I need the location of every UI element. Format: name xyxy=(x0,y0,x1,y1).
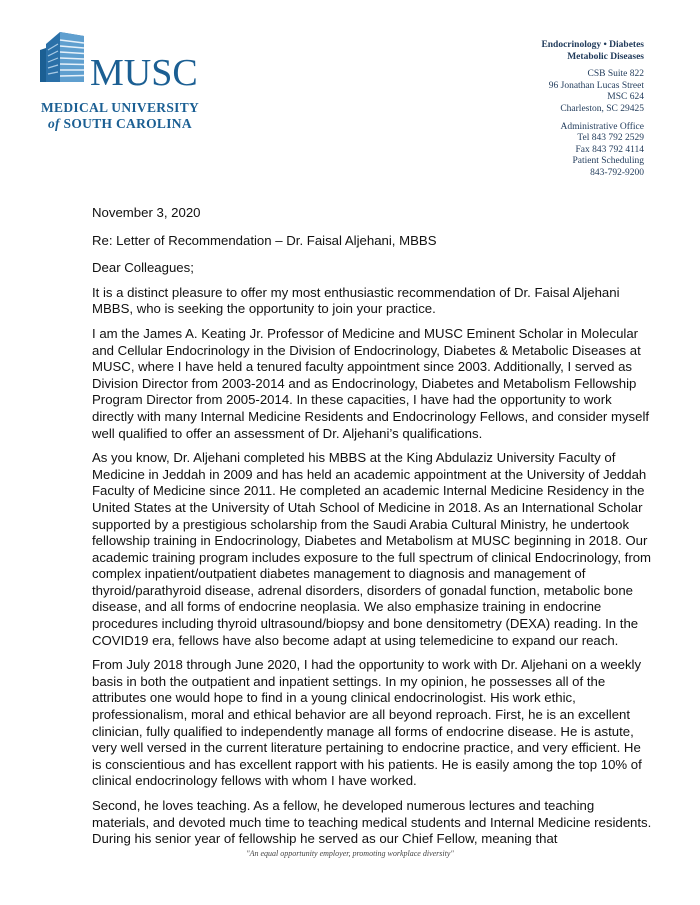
logo-university-name: MEDICAL UNIVERSITY xyxy=(41,100,200,115)
address-block xyxy=(541,69,644,115)
address-line: 96 Jonathan Lucas Street xyxy=(548,80,644,91)
letter-date: November 3, 2020 xyxy=(92,205,201,220)
contact-line: 843-792-9200 xyxy=(590,167,644,178)
letterhead-address xyxy=(541,40,644,180)
contact-line: Administrative Office xyxy=(560,121,644,132)
letter-paragraph: As you know, Dr. Aljehani completed his MBBS at the King Abdulaziz University Faculty of Medicine in Jeddah in 2009 and has held an academic appointment at the University of Jeddah Faculty of Medicine since 2011. He completed an academic Internal Medicine Residency in the United States at the University of Utah School of Medicine in 2018. As an International Scholar supported by a prestigious scholarship from the Saudi Arabia Cultural Ministry, he undertook fellowship training in Endocrinology, Diabetes and Metabolism at MUSC beginning in 2018. Our academic training program includes exposure to the full spectrum of clinical Endocrinology, from complex inpatient/outpatient diabetes management to diagnosis and management of thyroid/parathyroid disease, adrenal disorders, disorders of gonadal function, metabolic bone disease, and all forms of endocrine neoplasia. We also emphasize training in endocrine procedures including thyroid ultrasound/biopsy and bone densitometry (DEXA) reading. In the COVID19 era, fellows have also become adapt at using telemedicine to expand our reach. xyxy=(92,450,652,648)
address-line: Charleston, SC 29425 xyxy=(560,103,644,114)
footer-tagline: "An equal opportunity employer, promoting workplace diversity" xyxy=(246,849,454,858)
address-line: MSC 624 xyxy=(607,92,644,103)
address-line: CSB Suite 822 xyxy=(587,69,644,80)
logo-state: SOUTH CAROLINA xyxy=(63,116,192,131)
contact-line: Fax 843 792 4114 xyxy=(575,144,644,155)
department-line1: Endocrinology • Diabetes xyxy=(541,40,644,50)
contact-line: Tel 843 792 2529 xyxy=(577,133,644,144)
logo-wordmark: MUSC xyxy=(90,52,198,94)
logo-of: of xyxy=(48,116,60,131)
letter-salutation: Dear Colleagues; xyxy=(92,260,194,276)
logo-state-name xyxy=(48,116,192,132)
building-icon xyxy=(40,30,88,90)
letter-subject: Re: Letter of Recommendation – Dr. Faisal Aljehani, MBBS xyxy=(92,232,437,248)
letter-paragraph: Second, he loves teaching. As a fellow, he developed numerous lectures and teaching materials, and devoted much time to teaching medical students and Internal Medicine residents. During his senior year of fellowship he served as our Chief Fellow, meaning that xyxy=(92,798,652,847)
contact-line: Patient Scheduling xyxy=(572,156,644,167)
musc-logo xyxy=(40,30,200,131)
department-line2: Metabolic Diseases xyxy=(567,51,644,62)
letter-paragraph: I am the James A. Keating Jr. Professor of Medicine and MUSC Eminent Scholar in Molecular and Cellular Endocrinology in the Division of Endocrinology, Diabetes & Metabolic Diseases at MUSC, where I have held a tenured faculty appointment since 2003. Additionally, I served as Division Director from 2003-2014 and as Endocrinology, Diabetes and Metabolism Fellowship Program Director from 2005-2014. In these capacities, I have had the opportunity to work directly with many Internal Medicine Residents and Endocrinology Fellows, and consider myself well qualified to offer an assessment of Dr. Aljehani’s qualifications. xyxy=(92,325,650,441)
letter-body xyxy=(92,205,652,856)
contact-block xyxy=(541,122,644,180)
letter-paragraph: It is a distinct pleasure to offer my most enthusiastic recommendation of Dr. Faisal Aljehani MBBS, who is seeking the opportunity to join your practice. xyxy=(92,284,620,317)
letter-paragraph: From July 2018 through June 2020, I had the opportunity to work with Dr. Aljehani on a weekly basis in both the outpatient and inpatient settings. In my opinion, he possesses all of the attributes one would hope to find in a young clinical endocrinologist. His work ethic, professionalism, moral and ethical behavior are all beyond reproach. First, he is an excellent clinician, fully qualified to independently manage all forms of endocrine disease. He is astute, very well versed in the current literature pertaining to endocrine practice, and very efficient. He is conscientious and has excellent rapport with his patients. He is easily among the top 10% of clinical endocrinology fellows with whom I have worked. xyxy=(92,657,642,789)
